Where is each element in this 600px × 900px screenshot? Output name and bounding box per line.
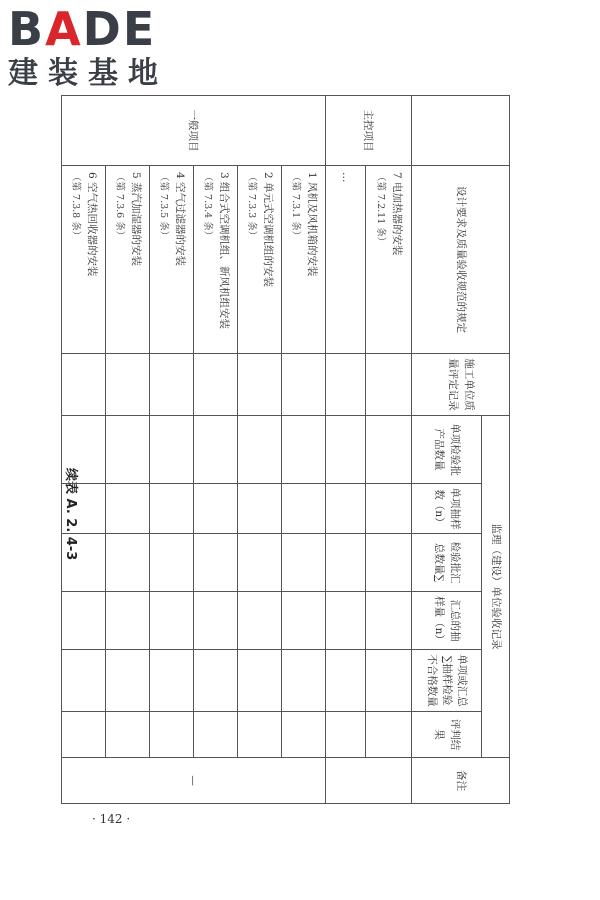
header-single-sample: 单项抽样数（n）	[412, 484, 482, 534]
table-row-label: 4 空气过滤器的安装 （第 7.3.5 条）	[150, 166, 194, 354]
table-row-label: 5 蒸汽加湿器的安装 （第 7.3.6 条）	[106, 166, 150, 354]
header-unqualified: 单项或汇总∑抽样检验不合格数量	[412, 650, 482, 712]
header-remarks: 备注	[412, 758, 510, 804]
header-judgement: 评判结果	[412, 712, 482, 758]
header-supervision-group: 监理（建设）单位验收记录	[482, 416, 510, 758]
section-general: 一般项目	[62, 96, 326, 166]
table-row-label: 2 单元式空调机组的安装 （第 7.3.3 条）	[238, 166, 282, 354]
section-main: 主控项目	[326, 96, 412, 166]
header-single-batch-qty: 单项检验批产品数量	[412, 416, 482, 484]
remarks-mark: —	[62, 758, 326, 804]
table-row-label: …	[326, 166, 366, 354]
table-row-label: 1 风机及风机箱的安装 （第 7.3.1 条）	[282, 166, 326, 354]
page-number: · 142 ·	[92, 812, 131, 826]
header-requirement: 设计要求及质量验收规范的规定	[412, 166, 510, 354]
acceptance-table	[61, 95, 510, 804]
header-category	[412, 96, 510, 166]
header-summary-sample: 汇总的抽样量（n）	[412, 592, 482, 650]
table-row-label: 6 空气热回收器的安装 （第 7.3.8 条）	[62, 166, 106, 354]
bade-logo	[8, 4, 178, 92]
header-construction-record: 施工单位质量评定记录	[412, 354, 510, 416]
table-row-label: 7 电加热器的安装 （第 7.2.11 条）	[366, 166, 412, 354]
logo-chinese-name: 建装基地	[8, 56, 168, 91]
table-caption: 续表 A. 2. 4-3	[63, 468, 78, 561]
header-batch-total: 检验批汇总数量∑	[412, 534, 482, 592]
table-row-label: 3 组合式空调机组、新风机组安装 （第 7.3.4 条）	[194, 166, 238, 354]
logo-wordmark: BADE	[8, 2, 157, 56]
